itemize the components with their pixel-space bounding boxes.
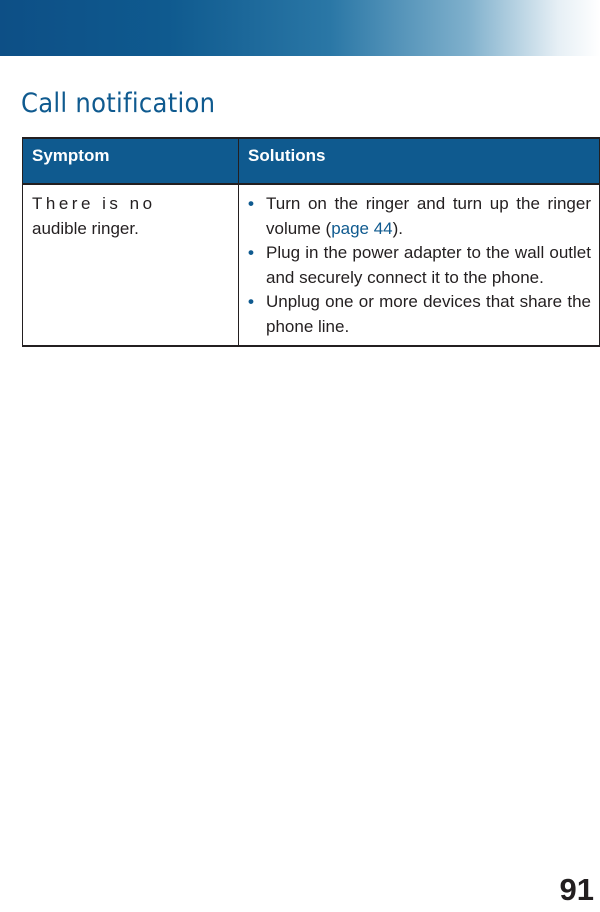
symptom-line-1: There is no [32, 194, 156, 213]
solutions-column-header: Solutions [239, 138, 600, 184]
page-number: 91 [559, 872, 594, 907]
bullet-icon: • [248, 243, 254, 262]
solution-item [248, 290, 591, 339]
bullet-icon: • [248, 194, 254, 213]
section-title: Call notification [21, 88, 216, 119]
solution-text-before-link: Turn on the ringer and turn up the ringer volume ( [266, 194, 591, 238]
table-row [23, 184, 600, 346]
symptom-text [32, 192, 230, 241]
solution-text: Plug in the power adapter to the wall outlet and securely connect it to the phone. [266, 243, 591, 287]
table-header-row [23, 138, 600, 184]
solutions-list [248, 192, 591, 339]
page-reference-link[interactable]: page 44 [331, 218, 393, 238]
solution-text: Unplug one or more devices that share the phone line. [266, 292, 591, 336]
symptom-line-2: audible ringer. [32, 218, 139, 238]
header-gradient-band [0, 0, 600, 56]
symptom-column-header: Symptom [23, 138, 239, 184]
bullet-icon: • [248, 292, 254, 311]
troubleshooting-table [22, 137, 600, 347]
solutions-cell [239, 184, 600, 346]
solution-text-after-link: ). [392, 218, 404, 238]
solution-item [248, 241, 591, 290]
symptom-cell [23, 184, 239, 346]
solution-item [248, 192, 591, 241]
